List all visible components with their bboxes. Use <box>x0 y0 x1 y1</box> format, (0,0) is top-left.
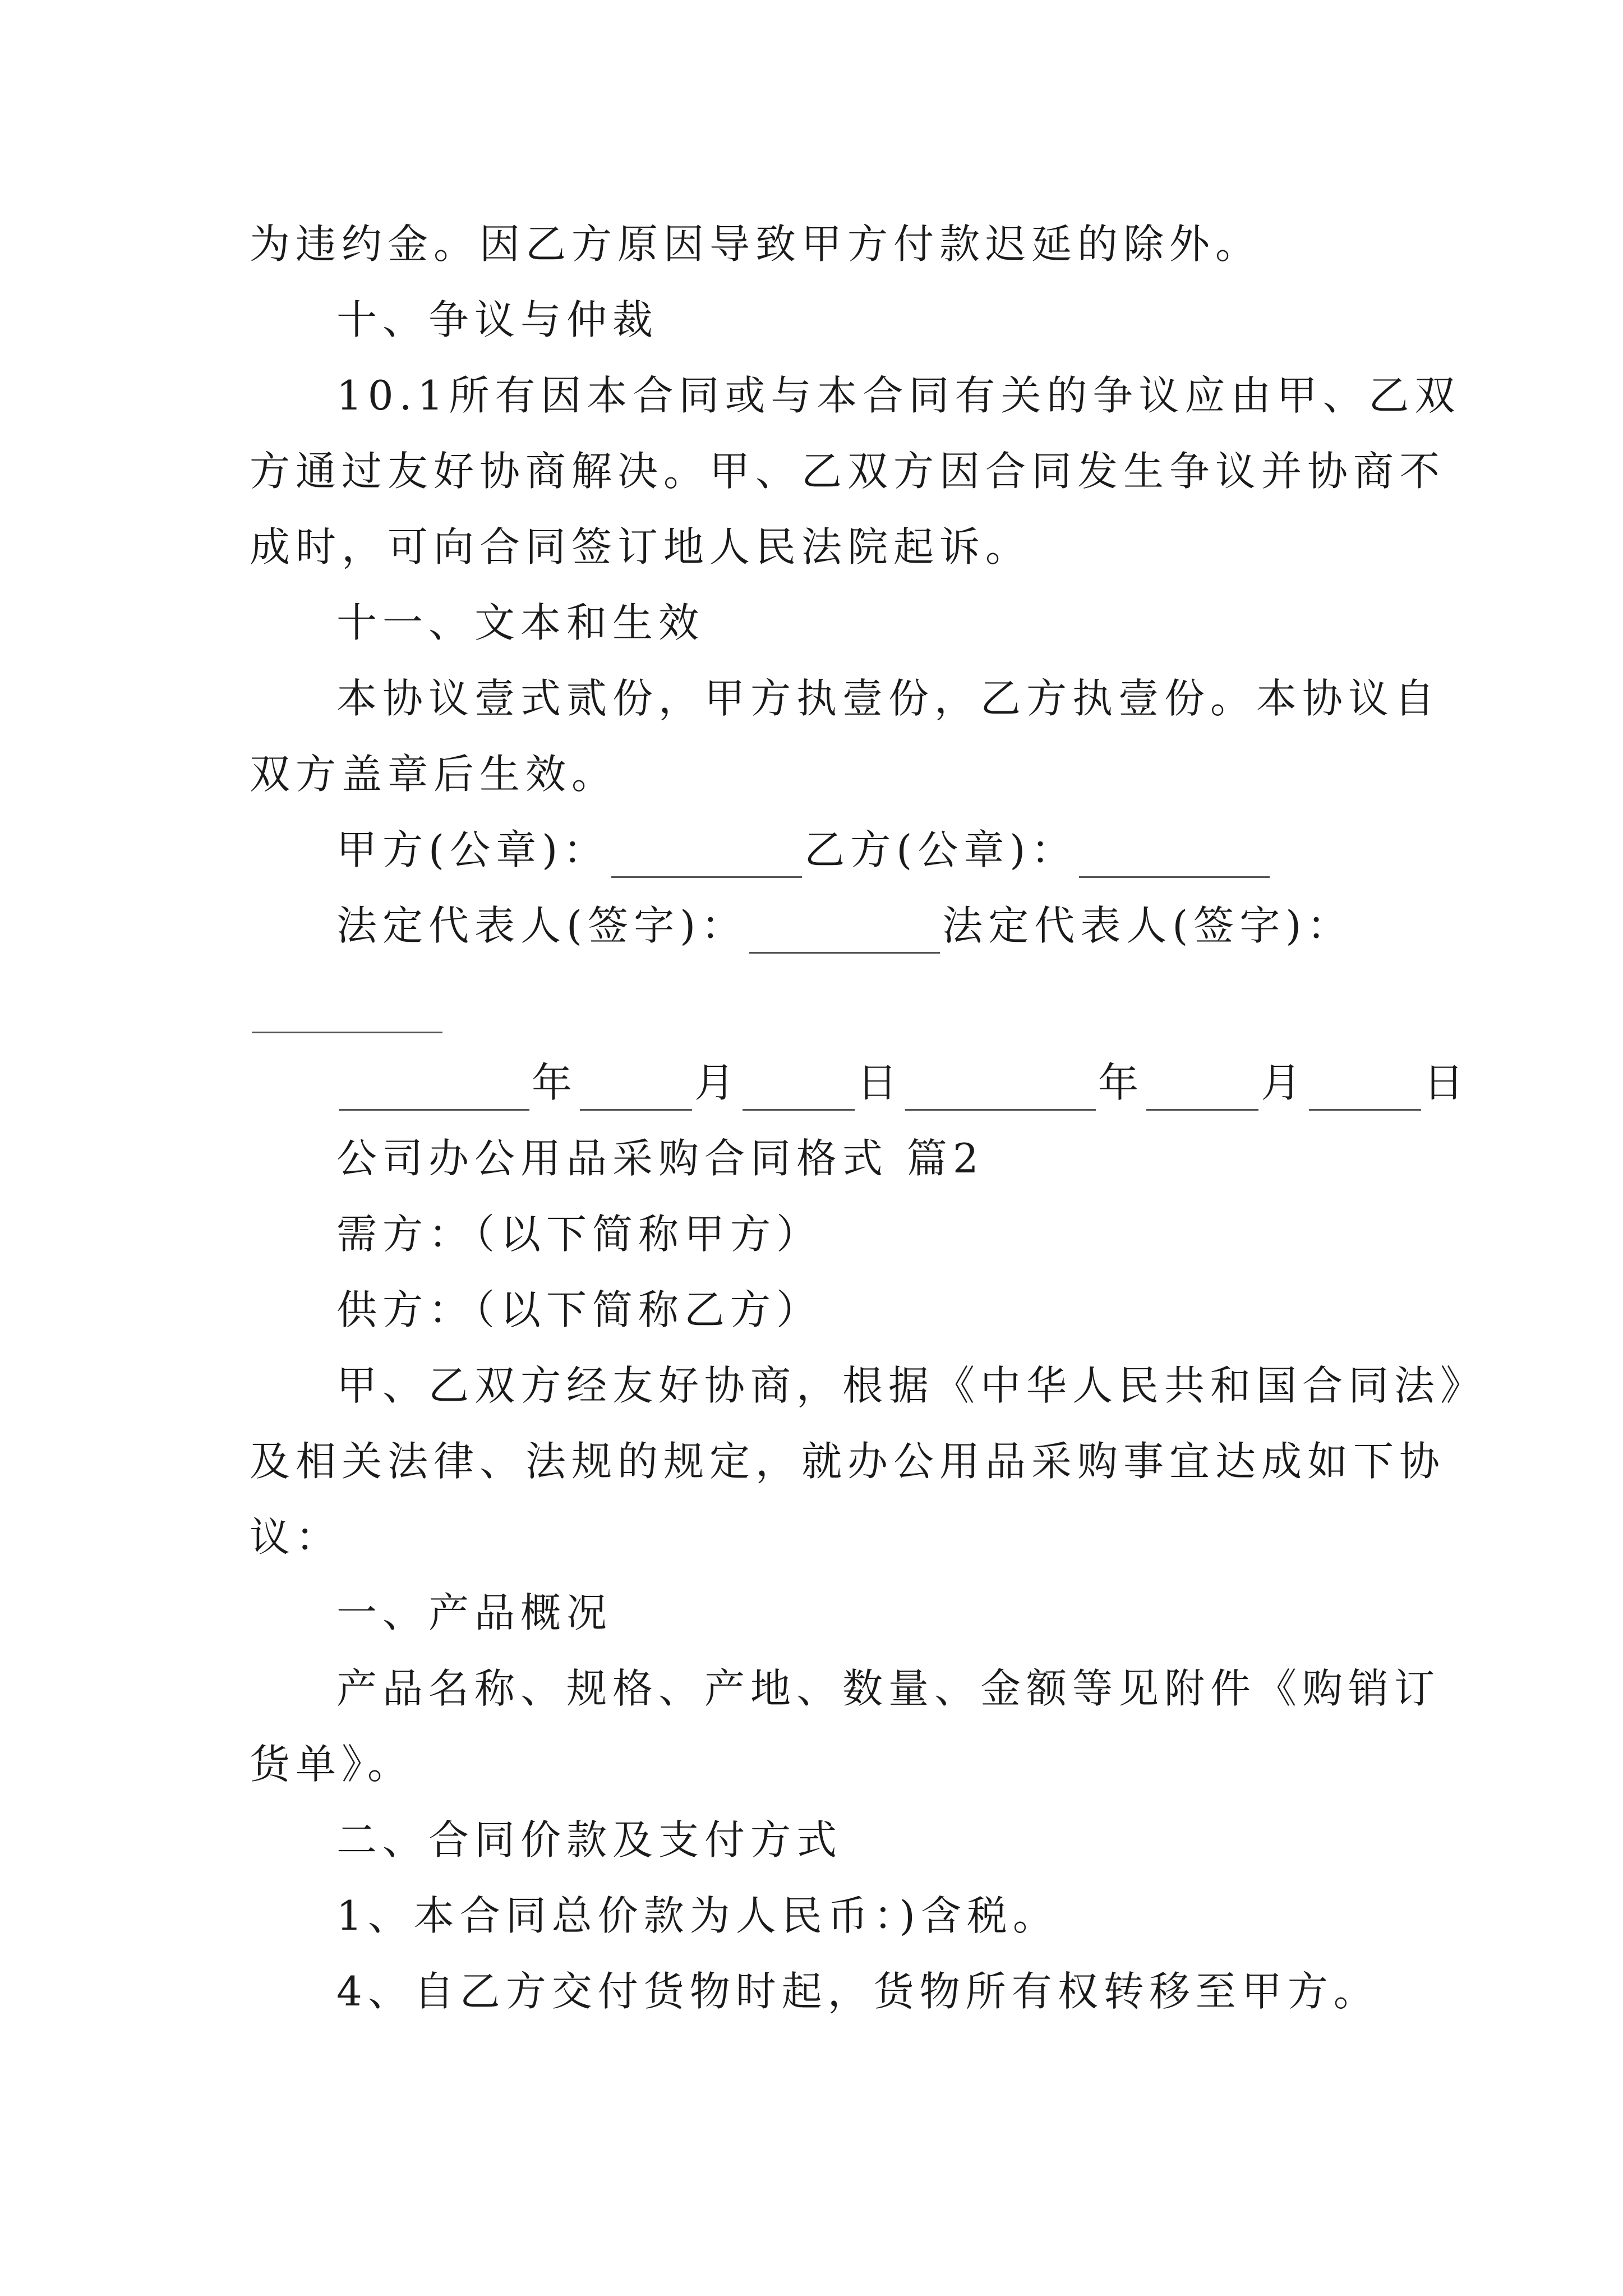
date-b-day: 日 <box>1423 1059 1470 1106</box>
clause-10-1-line-3: 成时，可向合同签订地人民法院起诉。 <box>250 523 1032 570</box>
section-11-line-2: 双方盖章后生效。 <box>250 751 618 798</box>
section-11-heading: 十一、文本和生效 <box>336 599 705 646</box>
section-11-line-1: 本协议壹式贰份，甲方执壹份，乙方执壹份。本协议自 <box>336 675 1441 722</box>
seal-line <box>336 822 1272 878</box>
date-b-year: 年 <box>1098 1059 1145 1106</box>
date-a-year: 年 <box>532 1059 578 1106</box>
party-b-seal-blank <box>1079 837 1270 878</box>
date-a-year-blank <box>339 1070 529 1111</box>
date-a-day: 日 <box>857 1059 903 1106</box>
section-2-heading: 二、合同价款及支付方式 <box>336 1816 843 1864</box>
intro-line-2: 及相关法律、法规的规定，就办公用品采购事宜达成如下协 <box>250 1438 1446 1485</box>
date-b-month-blank <box>1146 1070 1258 1111</box>
date-b-month: 月 <box>1261 1059 1307 1106</box>
section-10-heading: 十、争议与仲裁 <box>336 296 659 343</box>
party-a-seal-blank <box>611 837 802 878</box>
clause-10-1-line-2: 方通过友好协商解决。甲、乙双方因合同发生争议并协商不 <box>250 448 1446 495</box>
section-1-heading: 一、产品概况 <box>336 1589 613 1636</box>
buyer-line: 需方：（以下简称甲方） <box>336 1211 823 1258</box>
rep-b-blank <box>252 992 442 1033</box>
intro-line-3: 议： <box>250 1513 342 1561</box>
item-1: 1、本合同总价款为人民币：)含税。 <box>336 1892 1059 1939</box>
section-1-line-1: 产品名称、规格、产地、数量、金额等见附件《购销订 <box>336 1665 1441 1712</box>
rep-a-label: 法定代表人(签字)： <box>336 902 748 949</box>
clause-10-1-line-1: 10.1所有因本合同或与本合同有关的争议应由甲、乙双 <box>336 372 1461 419</box>
date-a-month: 月 <box>694 1059 741 1106</box>
section-1-line-2: 货单》。 <box>250 1741 414 1788</box>
party-a-seal-label: 甲方(公章)： <box>336 826 610 873</box>
rep-a-blank <box>749 913 940 954</box>
date-a-day-blank <box>743 1070 855 1111</box>
supplier-line: 供方：（以下简称乙方） <box>336 1286 823 1333</box>
date-b-year-blank <box>905 1070 1096 1111</box>
intro-line-1: 甲、乙双方经友好协商，根据《中华人民共和国合同法》 <box>336 1362 1487 1409</box>
representative-line <box>336 898 1353 954</box>
date-b-day-blank <box>1309 1070 1421 1111</box>
contract-2-title: 公司办公用品采购合同格式 篇2 <box>336 1135 984 1182</box>
party-b-seal-label: 乙方(公章)： <box>804 826 1077 873</box>
date-line <box>336 1055 1469 1111</box>
date-a-month-blank <box>580 1070 692 1111</box>
paragraph-continuation: 为违约金。因乙方原因导致甲方付款迟延的除外。 <box>250 220 1262 268</box>
item-4: 4、自乙方交付货物时起，货物所有权转移至甲方。 <box>336 1968 1380 2015</box>
rep-b-blank-line <box>250 977 445 1033</box>
rep-b-label: 法定代表人(签字)： <box>942 902 1353 949</box>
